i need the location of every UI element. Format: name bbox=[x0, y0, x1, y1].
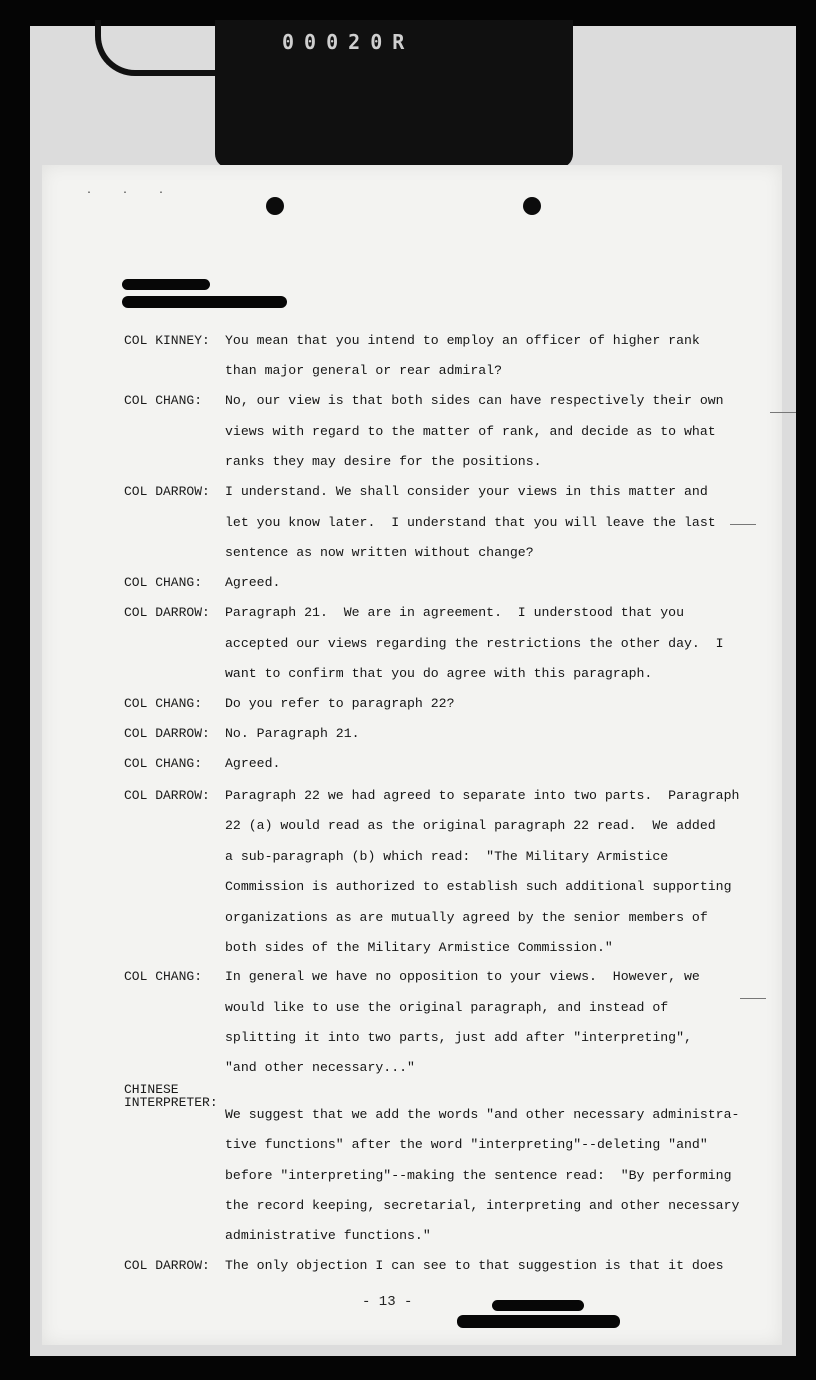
speaker-label: COL CHANG: bbox=[124, 969, 203, 984]
redaction-bar bbox=[492, 1300, 584, 1311]
dialogue-line: Do you refer to paragraph 22? bbox=[225, 696, 455, 711]
page-number: - 13 - bbox=[362, 1294, 413, 1310]
dialogue-line: before "interpreting"--making the sentence read: "By performing bbox=[225, 1168, 732, 1183]
dialogue-line: Paragraph 21. We are in agreement. I understood that you bbox=[225, 605, 684, 620]
speaker-label: COL CHANG: bbox=[124, 756, 203, 771]
dialogue-line: than major general or rear admiral? bbox=[225, 363, 502, 378]
counter-digit: 0 bbox=[282, 30, 297, 54]
punch-hole bbox=[523, 197, 541, 215]
speaker-label: COL CHANG: bbox=[124, 393, 203, 408]
dialogue-line: splitting it into two parts, just add after "interpreting", bbox=[225, 1030, 692, 1045]
dialogue-line: sentence as now written without change? bbox=[225, 545, 534, 560]
dialogue-line: both sides of the Military Armistice Commission." bbox=[225, 940, 613, 955]
margin-mark bbox=[740, 998, 766, 999]
dialogue-line: tive functions" after the word "interpreting"--deleting "and" bbox=[225, 1137, 708, 1152]
dialogue-line: "and other necessary..." bbox=[225, 1060, 415, 1075]
dialogue-line: 22 (a) would read as the original paragraph 22 read. We added bbox=[225, 818, 716, 833]
counter-digit: 0 bbox=[304, 30, 319, 54]
dialogue-line: accepted our views regarding the restrictions the other day. I bbox=[225, 636, 724, 651]
speaker-label: COL DARROW: bbox=[124, 726, 210, 741]
dialogue-line: let you know later. I understand that you will leave the last bbox=[225, 515, 716, 530]
speaker-label: COL DARROW: bbox=[124, 1258, 210, 1273]
speaker-label: COL DARROW: bbox=[124, 484, 210, 499]
dialogue-line: ranks they may desire for the positions. bbox=[225, 454, 542, 469]
speaker-label: COL DARROW: bbox=[124, 788, 210, 803]
page-marks: . . . bbox=[86, 186, 177, 197]
dialogue-line: Agreed. bbox=[225, 575, 281, 590]
speaker-label: COL DARROW: bbox=[124, 605, 210, 620]
dialogue-line: Agreed. bbox=[225, 756, 281, 771]
counter-digit: 0 bbox=[370, 30, 385, 54]
dialogue-line: In general we have no opposition to your views. However, we bbox=[225, 969, 700, 984]
speaker-label: COL KINNEY: bbox=[124, 333, 210, 348]
dialogue-line: Paragraph 22 we had agreed to separate into two parts. Paragraph bbox=[225, 788, 740, 803]
punch-hole bbox=[266, 197, 284, 215]
dialogue-line: No, our view is that both sides can have respectively their own bbox=[225, 393, 724, 408]
dialogue-line: We suggest that we add the words "and other necessary administra- bbox=[225, 1107, 740, 1122]
dialogue-line: a sub-paragraph (b) which read: "The Military Armistice bbox=[225, 849, 669, 864]
margin-mark bbox=[770, 412, 796, 413]
dialogue-line: want to confirm that you do agree with this paragraph. bbox=[225, 666, 653, 681]
dialogue-line: views with regard to the matter of rank, and decide as to what bbox=[225, 424, 716, 439]
counter-digit: 2 bbox=[348, 30, 363, 54]
dialogue-line: the record keeping, secretarial, interpreting and other necessary bbox=[225, 1198, 740, 1213]
counter-digit: 0 bbox=[326, 30, 341, 54]
dialogue-line: administrative functions." bbox=[225, 1228, 431, 1243]
dialogue-line: No. Paragraph 21. bbox=[225, 726, 360, 741]
dialogue-line: I understand. We shall consider your views in this matter and bbox=[225, 484, 708, 499]
redaction-bar bbox=[122, 279, 210, 290]
dialogue-line: Commission is authorized to establish such additional supporting bbox=[225, 879, 732, 894]
margin-mark bbox=[730, 524, 756, 525]
counter-digit: R bbox=[392, 30, 407, 54]
dialogue-line: organizations as are mutually agreed by the senior members of bbox=[225, 910, 708, 925]
speaker-label: COL CHANG: bbox=[124, 696, 203, 711]
dialogue-line: would like to use the original paragraph, and instead of bbox=[225, 1000, 669, 1015]
clip-wire bbox=[95, 20, 231, 76]
dialogue-line: You mean that you intend to employ an officer of higher rank bbox=[225, 333, 700, 348]
redaction-bar bbox=[122, 296, 287, 308]
speaker-label: CHINESE INTERPRETER: bbox=[124, 1082, 218, 1110]
frame-counter bbox=[282, 30, 406, 52]
speaker-label: COL CHANG: bbox=[124, 575, 203, 590]
redaction-bar bbox=[457, 1315, 620, 1328]
dialogue-line: The only objection I can see to that suggestion is that it does bbox=[225, 1258, 724, 1273]
